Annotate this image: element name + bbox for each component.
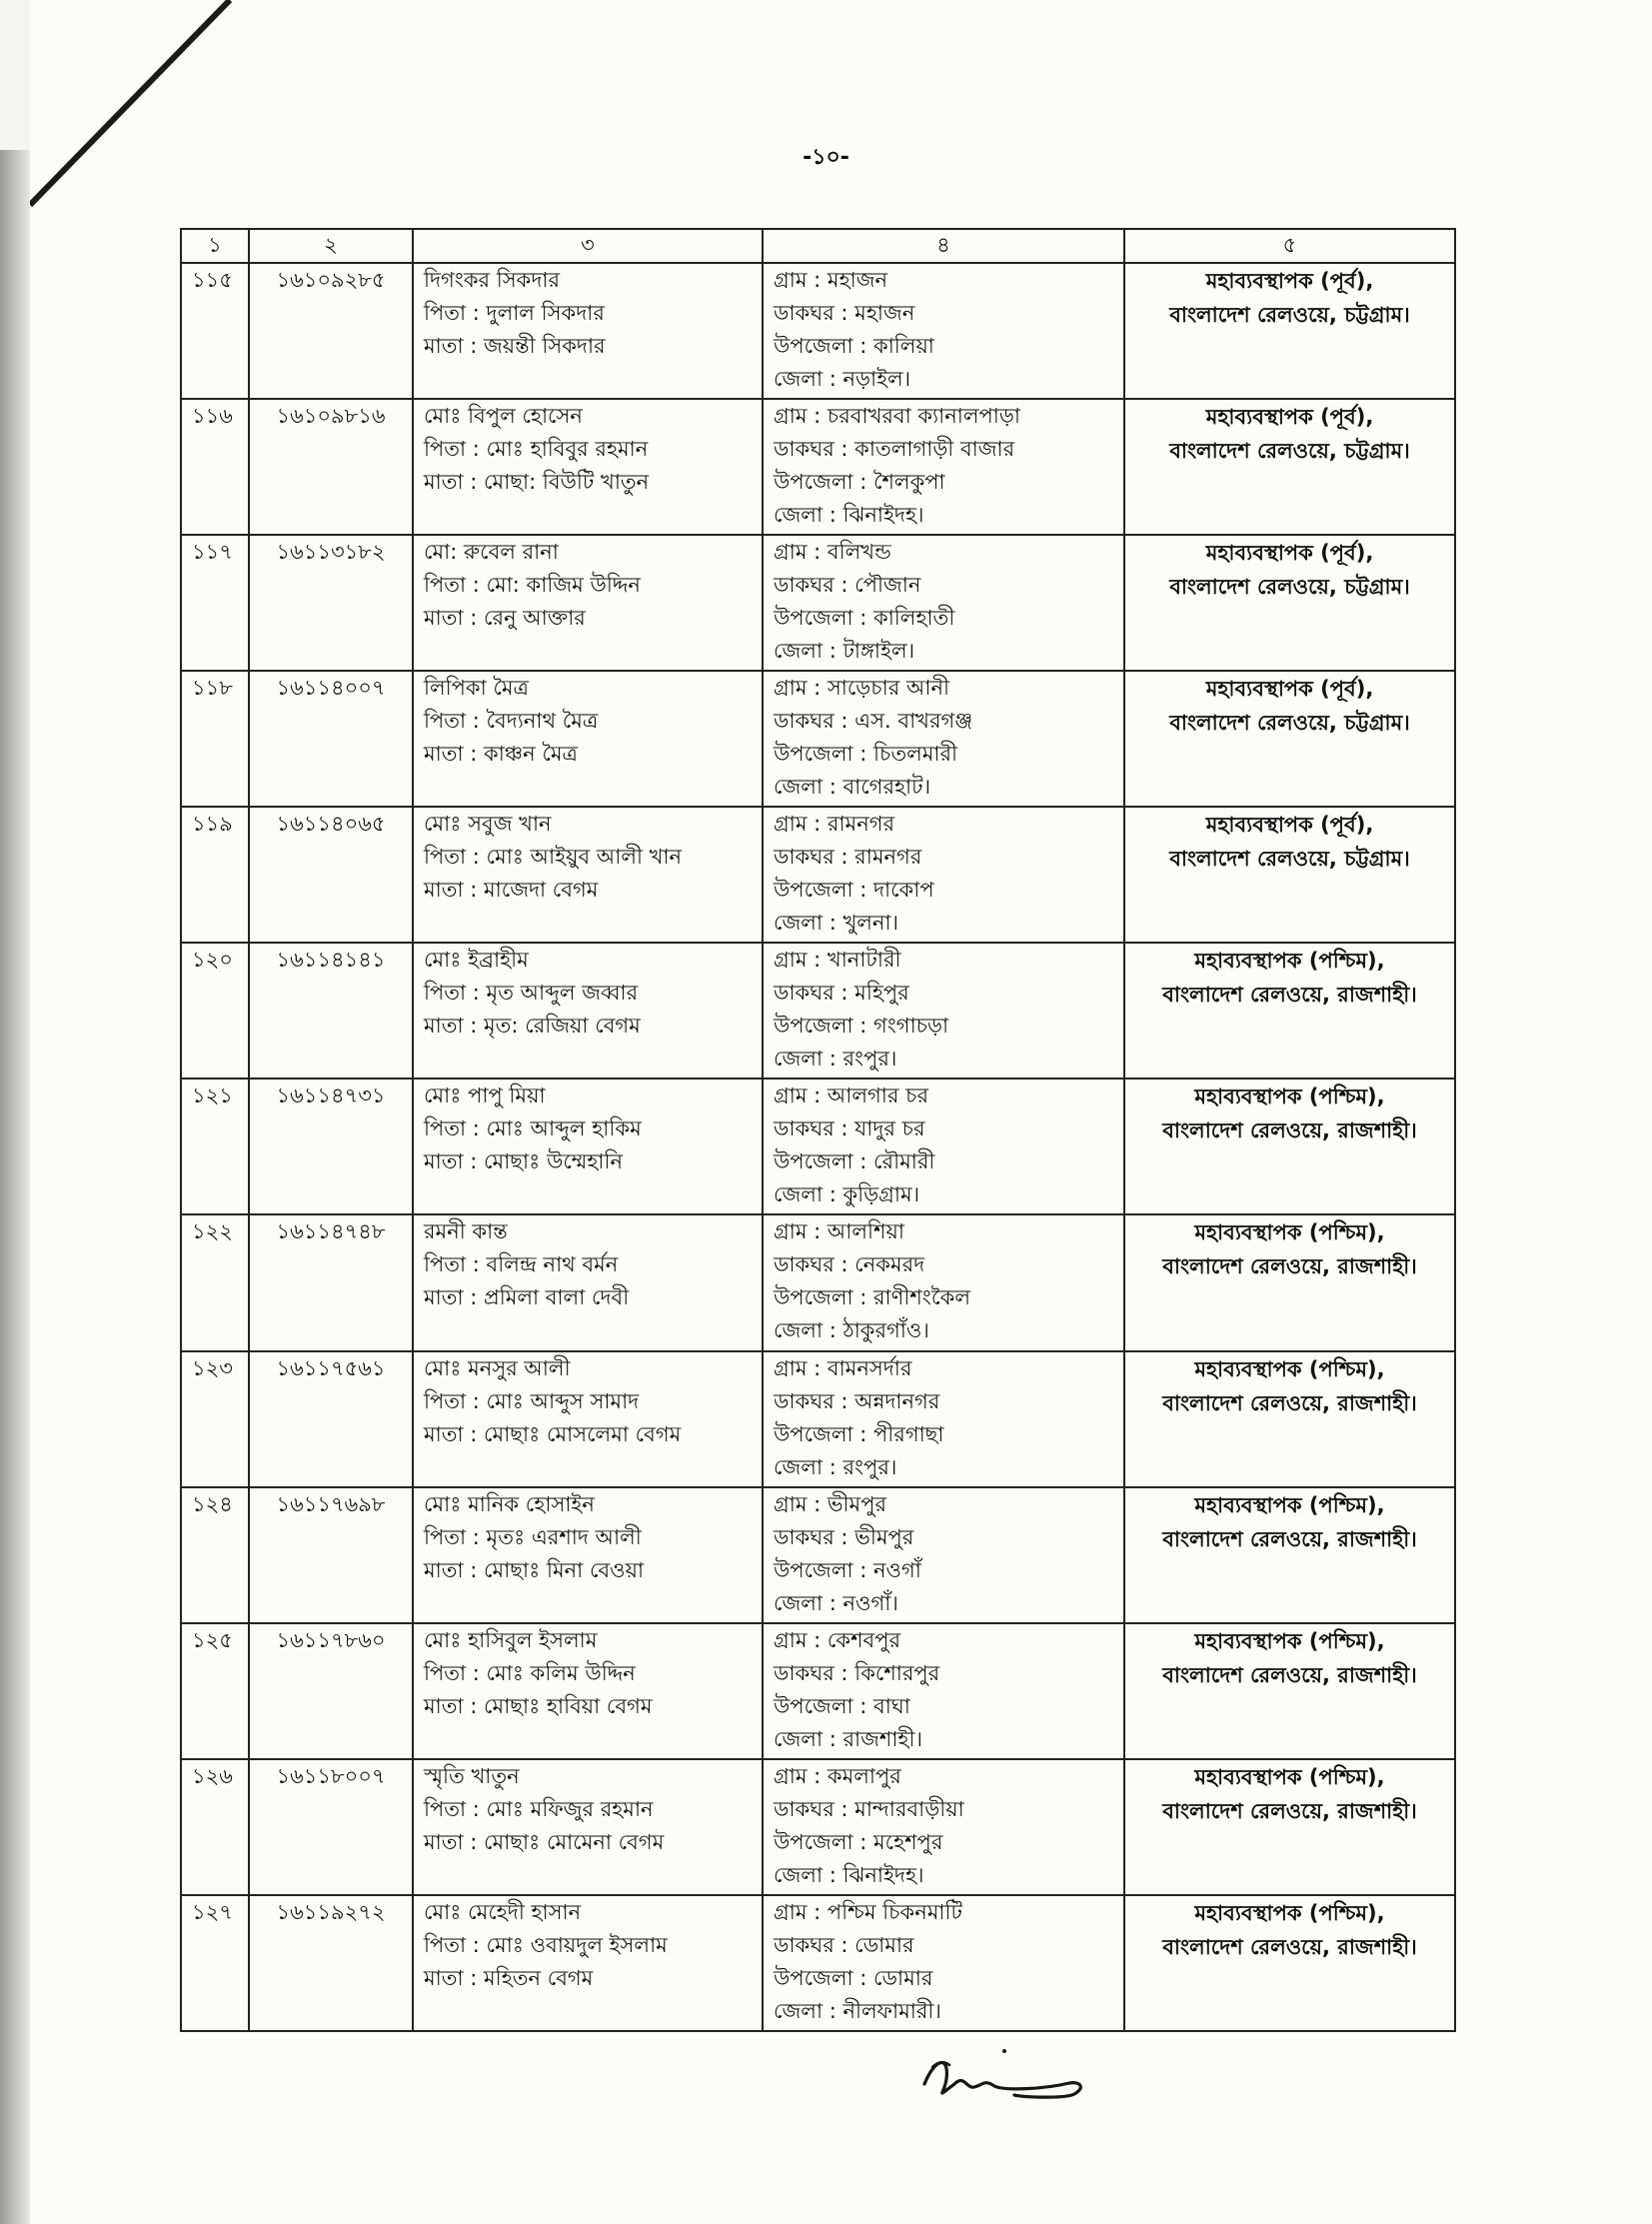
authority-cell [1124, 943, 1455, 1079]
column-header: ২ [249, 229, 413, 263]
district: জেলা : নওগাঁ। [774, 1590, 898, 1615]
authority-cell [1124, 1895, 1455, 2031]
mother-name: মাতা : মোছাঃ মিনা বেওয়া [424, 1557, 645, 1582]
address-cell [763, 1351, 1124, 1487]
roll-number-cell: ১৬১০৯২৮৫ [249, 263, 413, 399]
authority-cell [1124, 1623, 1455, 1759]
address-cell [763, 671, 1124, 807]
table-row [181, 1759, 1455, 1895]
post-office: ডাকঘর : যাদুর চর [774, 1116, 925, 1141]
father-name: পিতা : বৈদ্যনাথ মৈত্র [424, 709, 599, 734]
authority-cell [1124, 807, 1455, 943]
roll-number-cell: ১৬১১৪৭৪৮ [249, 1214, 413, 1350]
candidate-name-cell [413, 263, 763, 399]
village: গ্রাম : বলিখন্ড [774, 540, 891, 565]
roll-number-cell: ১৬১১৪০৬৫ [249, 807, 413, 943]
post-office: ডাকঘর : কিশোরপুর [774, 1660, 940, 1685]
authority-cell [1124, 535, 1455, 671]
page-number: -১০- [803, 145, 849, 170]
authority-office: বাংলাদেশ রেলওয়ে, রাজশাহী। [1162, 983, 1417, 1008]
candidate-name-cell [413, 1079, 763, 1214]
table-header-row [181, 229, 1455, 263]
authority-office: বাংলাদেশ রেলওয়ে, চট্টগ্রাম। [1169, 847, 1410, 872]
village: গ্রাম : ভীমপুর [774, 1491, 887, 1516]
column-header: ১ [181, 229, 249, 263]
roll-number-cell: ১৬১১৭৫৬১ [249, 1351, 413, 1487]
district: জেলা : বাগেরহাট। [774, 775, 931, 800]
father-name: পিতা : মোঃ মফিজুর রহমান [424, 1796, 654, 1821]
authority-title: মহাব্যবস্থাপক (পূর্ব), [1205, 813, 1374, 838]
roll-number-cell: ১৬১১৯২৭২ [249, 1895, 413, 2031]
father-name: পিতা : মৃতঃ এরশাদ আলী [424, 1524, 642, 1549]
table-row [181, 1623, 1455, 1759]
village: গ্রাম : কেশবপুর [774, 1627, 901, 1652]
serial-cell: ১১৮ [181, 671, 249, 807]
candidate-name-cell [413, 399, 763, 535]
upazila: উপজেলা : দাকোপ [774, 878, 934, 903]
district: জেলা : ঝিনাইদহ। [774, 503, 924, 528]
candidate-name-cell [413, 671, 763, 807]
post-office: ডাকঘর : রামনগর [774, 845, 922, 870]
candidate-name-cell [413, 1759, 763, 1895]
authority-office: বাংলাদেশ রেলওয়ে, রাজশাহী। [1162, 1662, 1417, 1687]
district: জেলা : ঝিনাইদহ। [774, 1862, 924, 1887]
authority-title: মহাব্যবস্থাপক (পশ্চিম), [1194, 1356, 1385, 1381]
authority-title: মহাব্যবস্থাপক (পূর্ব), [1205, 677, 1374, 702]
father-name: পিতা : মোঃ আব্দুস সামাদ [424, 1388, 640, 1413]
candidate-name: মোঃ সবুজ খান [424, 812, 552, 837]
authority-cell [1124, 399, 1455, 535]
roll-number-cell: ১৬১১৪১৪১ [249, 943, 413, 1079]
village: গ্রাম : আলশিয়া [774, 1219, 904, 1244]
table-row [181, 1079, 1455, 1214]
candidate-name: মোঃ পাপু মিয়া [424, 1084, 546, 1109]
mother-name: মাতা : কাঞ্চন মৈত্র [424, 742, 578, 767]
father-name: পিতা : মোঃ আইয়ুব আলী খান [424, 845, 683, 870]
district: জেলা : রংপুর। [774, 1047, 897, 1072]
upazila: উপজেলা : মহেশপুর [774, 1829, 943, 1854]
upazila: উপজেলা : শৈলকুপা [774, 470, 945, 495]
candidate-name: মোঃ হাসিবুল ইসলাম [424, 1627, 598, 1652]
district: জেলা : রাজশাহী। [774, 1726, 922, 1751]
village: গ্রাম : বামনসর্দার [774, 1355, 912, 1380]
post-office: ডাকঘর : মহাজন [774, 301, 915, 325]
address-cell [763, 399, 1124, 535]
address-cell [763, 807, 1124, 943]
mother-name: মাতা : রেনু আক্তার [424, 606, 586, 631]
roll-number-cell: ১৬১১৪০০৭ [249, 671, 413, 807]
mother-name: মাতা : মোছাঃ মোমেনা বেগম [424, 1829, 665, 1854]
candidate-name-cell [413, 807, 763, 943]
candidate-name: মো: রুবেল রানা [424, 540, 559, 565]
village: গ্রাম : পশ্চিম চিকনমাটি [774, 1899, 962, 1924]
serial-cell: ১২৭ [181, 1895, 249, 2031]
roll-number-cell: ১৬১১৭৮৬০ [249, 1623, 413, 1759]
folded-corner-mark [30, 0, 270, 240]
authority-title: মহাব্যবস্থাপক (পূর্ব), [1205, 269, 1374, 293]
post-office: ডাকঘর : এস. বাখরগঞ্জ [774, 709, 973, 734]
district: জেলা : কুড়িগ্রাম। [774, 1182, 920, 1207]
upazila: উপজেলা : বাঘা [774, 1693, 910, 1718]
handwritten-signature [904, 2039, 1104, 2119]
upazila: উপজেলা : নওগাঁ [774, 1557, 921, 1582]
candidate-table [180, 228, 1456, 2032]
candidate-name: মোঃ বিপুল হোসেন [424, 404, 583, 429]
father-name: পিতা : মো: কাজিম উদ্দিন [424, 573, 641, 598]
post-office: ডাকঘর : মান্দারবাড়ীয়া [774, 1796, 964, 1821]
post-office: ডাকঘর : অন্নদানগর [774, 1388, 940, 1413]
father-name: পিতা : মোঃ আব্দুল হাকিম [424, 1116, 642, 1141]
mother-name: মাতা : মোছাঃ মোসলেমা বেগম [424, 1421, 682, 1446]
mother-name: মাতা : প্রমিলা বালা দেবী [424, 1285, 630, 1310]
column-header: ৩ [413, 229, 763, 263]
serial-cell: ১১৬ [181, 399, 249, 535]
authority-cell [1124, 1214, 1455, 1350]
mother-name: মাতা : জয়ন্তী সিকদার [424, 334, 606, 358]
candidate-name: স্মৃতি খাতুন [424, 1763, 520, 1788]
upazila: উপজেলা : গংগাচড়া [774, 1014, 949, 1039]
authority-office: বাংলাদেশ রেলওয়ে, চট্টগ্রাম। [1169, 439, 1410, 464]
authority-title: মহাব্যবস্থাপক (পূর্ব), [1205, 541, 1374, 566]
village: গ্রাম : রামনগর [774, 812, 895, 837]
serial-cell: ১২৪ [181, 1487, 249, 1623]
authority-cell [1124, 671, 1455, 807]
district: জেলা : খুলনা। [774, 911, 899, 936]
roll-number-cell: ১৬১১৪৭৩১ [249, 1079, 413, 1214]
authority-title: মহাব্যবস্থাপক (পশ্চিম), [1194, 1628, 1385, 1653]
upazila: উপজেলা : পীরগাছা [774, 1421, 944, 1446]
authority-title: মহাব্যবস্থাপক (পশ্চিম), [1194, 1085, 1385, 1110]
authority-office: বাংলাদেশ রেলওয়ে, রাজশাহী। [1162, 1118, 1417, 1143]
table-row [181, 807, 1455, 943]
candidate-name-cell [413, 535, 763, 671]
authority-title: মহাব্যবস্থাপক (পশ্চিম), [1194, 1764, 1385, 1789]
serial-cell: ১২২ [181, 1214, 249, 1350]
authority-cell [1124, 1079, 1455, 1214]
mother-name: মাতা : মহিতন বেগম [424, 1965, 594, 1990]
mother-name: মাতা : মোছাঃ হাবিয়া বেগম [424, 1693, 653, 1718]
authority-office: বাংলাদেশ রেলওয়ে, রাজশাহী। [1162, 1390, 1417, 1415]
candidate-name-cell [413, 1351, 763, 1487]
serial-cell: ১২৫ [181, 1623, 249, 1759]
candidate-name-cell [413, 1623, 763, 1759]
authority-title: মহাব্যবস্থাপক (পশ্চিম), [1194, 1220, 1385, 1245]
post-office: ডাকঘর : ডোমার [774, 1932, 914, 1957]
district: জেলা : টাঙ্গাইল। [774, 639, 915, 664]
column-header: ৫ [1124, 229, 1455, 263]
authority-office: বাংলাদেশ রেলওয়ে, চট্টগ্রাম। [1169, 711, 1410, 736]
post-office: ডাকঘর : পৌজান [774, 573, 921, 598]
father-name: পিতা : দুলাল সিকদার [424, 301, 605, 325]
scan-left-edge-shadow [0, 150, 30, 2224]
village: গ্রাম : কমলাপুর [774, 1763, 901, 1788]
authority-office: বাংলাদেশ রেলওয়ে, রাজশাহী। [1162, 1798, 1417, 1823]
post-office: ডাকঘর : কাতলাগাড়ী বাজার [774, 437, 1015, 462]
authority-office: বাংলাদেশ রেলওয়ে, চট্টগ্রাম। [1169, 575, 1410, 600]
post-office: ডাকঘর : ভীমপুর [774, 1524, 914, 1549]
father-name: পিতা : মোঃ কলিম উদ্দিন [424, 1660, 636, 1685]
candidate-name-cell [413, 1214, 763, 1350]
district: জেলা : নীলফামারী। [774, 1998, 941, 2023]
serial-cell: ১১৯ [181, 807, 249, 943]
roll-number-cell: ১৬১০৯৮১৬ [249, 399, 413, 535]
candidate-name: মোঃ মনসুর আলী [424, 1355, 571, 1380]
serial-cell: ১১৫ [181, 263, 249, 399]
authority-cell [1124, 1487, 1455, 1623]
table-row [181, 943, 1455, 1079]
address-cell [763, 1895, 1124, 2031]
post-office: ডাকঘর : নেকমরদ [774, 1252, 925, 1277]
table-row [181, 1895, 1455, 2031]
serial-cell: ১২৩ [181, 1351, 249, 1487]
village: গ্রাম : চরবাখরবা ক্যানালপাড়া [774, 404, 1020, 429]
mother-name: মাতা : মোছা: বিউটি খাতুন [424, 470, 650, 495]
authority-title: মহাব্যবস্থাপক (পশ্চিম), [1194, 1900, 1385, 1925]
district: জেলা : নড়াইল। [774, 367, 911, 391]
address-cell [763, 535, 1124, 671]
upazila: উপজেলা : কালিহাতী [774, 606, 955, 631]
serial-cell: ১১৭ [181, 535, 249, 671]
father-name: পিতা : মোঃ ওবায়দুল ইসলাম [424, 1932, 668, 1957]
table-row [181, 1351, 1455, 1487]
authority-cell [1124, 263, 1455, 399]
authority-cell [1124, 1759, 1455, 1895]
table-row [181, 535, 1455, 671]
upazila: উপজেলা : কালিয়া [774, 334, 934, 358]
address-cell [763, 263, 1124, 399]
address-cell [763, 943, 1124, 1079]
table-row [181, 1487, 1455, 1623]
authority-office: বাংলাদেশ রেলওয়ে, চট্টগ্রাম। [1169, 303, 1410, 327]
roll-number-cell: ১৬১১৭৬৯৮ [249, 1487, 413, 1623]
authority-office: বাংলাদেশ রেলওয়ে, রাজশাহী। [1162, 1526, 1417, 1551]
mother-name: মাতা : মোছাঃ উম্মেহানি [424, 1149, 624, 1174]
address-cell [763, 1487, 1124, 1623]
address-cell [763, 1623, 1124, 1759]
authority-title: মহাব্যবস্থাপক (পশ্চিম), [1194, 1492, 1385, 1517]
district: জেলা : ঠাকুরগাঁও। [774, 1318, 929, 1343]
candidate-name: মোঃ ইব্রাহীম [424, 948, 529, 973]
upazila: উপজেলা : চিতলমারী [774, 742, 958, 767]
table-row [181, 671, 1455, 807]
address-cell [763, 1079, 1124, 1214]
authority-title: মহাব্যবস্থাপক (পশ্চিম), [1194, 949, 1385, 974]
authority-office: বাংলাদেশ রেলওয়ে, রাজশাহী। [1162, 1254, 1417, 1279]
father-name: পিতা : মৃত আব্দুল জব্বার [424, 981, 639, 1006]
mother-name: মাতা : মাজেদা বেগম [424, 878, 599, 903]
serial-cell: ১২০ [181, 943, 249, 1079]
mother-name: মাতা : মৃত: রেজিয়া বেগম [424, 1014, 641, 1039]
table-row [181, 263, 1455, 399]
address-cell [763, 1759, 1124, 1895]
upazila: উপজেলা : রাণীশংকৈল [774, 1285, 970, 1310]
father-name: পিতা : বলিন্দ্র নাথ বর্মন [424, 1252, 619, 1277]
roll-number-cell: ১৬১১৩১৮২ [249, 535, 413, 671]
upazila: উপজেলা : ডোমার [774, 1965, 933, 1990]
candidate-name: মোঃ মেহেদী হাসান [424, 1899, 582, 1924]
serial-cell: ১২১ [181, 1079, 249, 1214]
table-row [181, 1214, 1455, 1350]
column-header: ৪ [763, 229, 1124, 263]
candidate-name-cell [413, 943, 763, 1079]
authority-office: বাংলাদেশ রেলওয়ে, রাজশাহী। [1162, 1934, 1417, 1959]
address-cell [763, 1214, 1124, 1350]
father-name: পিতা : মোঃ হাবিবুর রহমান [424, 437, 649, 462]
serial-cell: ১২৬ [181, 1759, 249, 1895]
upazila: উপজেলা : রৌমারী [774, 1149, 935, 1174]
post-office: ডাকঘর : মহিপুর [774, 981, 909, 1006]
authority-cell [1124, 1351, 1455, 1487]
roll-number-cell: ১৬১১৮০০৭ [249, 1759, 413, 1895]
candidate-name: মোঃ মানিক হোসাইন [424, 1491, 595, 1516]
authority-title: মহাব্যবস্থাপক (পূর্ব), [1205, 405, 1374, 430]
candidate-name: রমনী কান্ত [424, 1219, 508, 1244]
village: গ্রাম : খানাটারী [774, 948, 901, 973]
district: জেলা : রংপুর। [774, 1454, 897, 1479]
village: গ্রাম : আলগার চর [774, 1084, 929, 1109]
candidate-name: লিপিকা মৈত্র [424, 676, 529, 701]
candidate-name-cell [413, 1487, 763, 1623]
village: গ্রাম : সাড়েচার আনী [774, 676, 949, 701]
candidate-name: দিগংকর সিকদার [424, 268, 561, 292]
village: গ্রাম : মহাজন [774, 268, 888, 292]
table-row [181, 399, 1455, 535]
candidate-name-cell [413, 1895, 763, 2031]
